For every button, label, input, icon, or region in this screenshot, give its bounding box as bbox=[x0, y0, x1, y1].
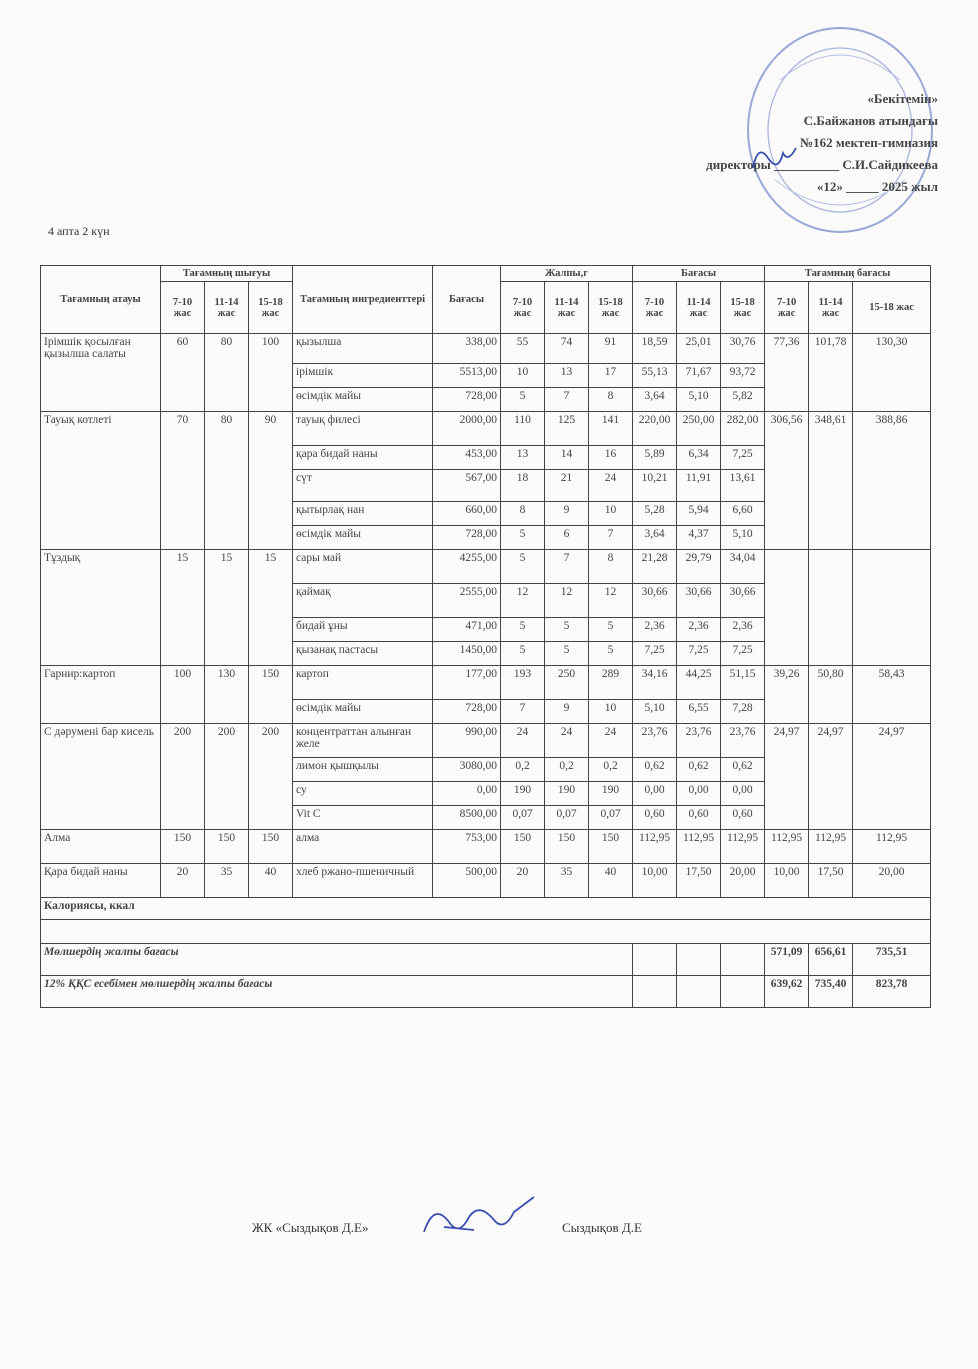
ingredient-cost: 55,13 bbox=[633, 364, 677, 388]
ingredient-cost: 3,64 bbox=[633, 526, 677, 550]
ingredient-cost: 5,10 bbox=[633, 700, 677, 724]
empty-cell bbox=[721, 976, 765, 1008]
total-price-11-14: 656,61 bbox=[809, 944, 853, 976]
header-price: Бағасы bbox=[433, 266, 501, 334]
ingredient-grams: 193 bbox=[501, 666, 545, 700]
ingredient-grams: 9 bbox=[545, 502, 589, 526]
ingredient-cost: 112,95 bbox=[677, 830, 721, 864]
header-age-15-18: 15-18 жас bbox=[249, 282, 293, 334]
ingredient-cost: 5,10 bbox=[677, 388, 721, 412]
ingredient-cost: 6,60 bbox=[721, 502, 765, 526]
dish-name: Гарнир:картоп bbox=[41, 666, 161, 724]
ingredient-cost: 5,10 bbox=[721, 526, 765, 550]
ingredient-name: өсімдік майы bbox=[293, 526, 433, 550]
ingredient-grams: 10 bbox=[589, 502, 633, 526]
ingredient-price: 0,00 bbox=[433, 782, 501, 806]
ingredient-name: картоп bbox=[293, 666, 433, 700]
header-age-7-10: 7-10 жас bbox=[765, 282, 809, 334]
supplier-signature-icon bbox=[414, 1192, 544, 1247]
ingredient-grams: 24 bbox=[545, 724, 589, 758]
ingredient-grams: 5 bbox=[589, 618, 633, 642]
ingredient-grams: 0,2 bbox=[545, 758, 589, 782]
ingredient-price: 728,00 bbox=[433, 526, 501, 550]
header-age-7-10: 7-10 жас bbox=[161, 282, 205, 334]
footer-signer-name: Сыздықов Д.Е bbox=[562, 1220, 642, 1235]
approval-date: «12» _____ 2025 жыл bbox=[816, 179, 938, 194]
empty-cell bbox=[633, 944, 677, 976]
menu-table-body bbox=[41, 334, 931, 898]
ingredient-grams: 5 bbox=[501, 526, 545, 550]
ingredient-cost: 6,55 bbox=[677, 700, 721, 724]
ingredient-grams: 5 bbox=[501, 642, 545, 666]
ingredient-price: 4255,00 bbox=[433, 550, 501, 584]
ingredient-price: 3080,00 bbox=[433, 758, 501, 782]
ingredient-grams: 150 bbox=[589, 830, 633, 864]
ingredient-cost: 21,28 bbox=[633, 550, 677, 584]
ingredient-grams: 17 bbox=[589, 364, 633, 388]
ingredient-grams: 20 bbox=[501, 864, 545, 898]
dish-output: 200 bbox=[249, 724, 293, 830]
ingredient-grams: 250 bbox=[545, 666, 589, 700]
ingredient-grams: 40 bbox=[589, 864, 633, 898]
vat-price-label: 12% ҚҚС есебімен мөлшердің жалпы бағасы bbox=[41, 976, 633, 1008]
dish-price: 24,97 bbox=[765, 724, 809, 830]
ingredient-name: қаймақ bbox=[293, 584, 433, 618]
ingredient-grams: 7 bbox=[545, 388, 589, 412]
header-output: Тағамның шығуы bbox=[161, 266, 293, 282]
ingredient-grams: 16 bbox=[589, 446, 633, 470]
dish-price: 17,50 bbox=[809, 864, 853, 898]
ingredient-cost: 0,60 bbox=[633, 806, 677, 830]
ingredient-name: сүт bbox=[293, 470, 433, 502]
dish-output: 130 bbox=[205, 666, 249, 724]
ingredient-grams: 8 bbox=[589, 550, 633, 584]
dish-output: 15 bbox=[161, 550, 205, 666]
dish-output: 20 bbox=[161, 864, 205, 898]
ingredient-price: 5513,00 bbox=[433, 364, 501, 388]
ingredient-row bbox=[41, 724, 931, 758]
ingredient-grams: 7 bbox=[545, 550, 589, 584]
ingredient-cost: 0,62 bbox=[721, 758, 765, 782]
ingredient-name: сары май bbox=[293, 550, 433, 584]
ingredient-grams: 13 bbox=[545, 364, 589, 388]
ingredient-cost: 23,76 bbox=[677, 724, 721, 758]
ingredient-row bbox=[41, 550, 931, 584]
dish-output: 150 bbox=[249, 830, 293, 864]
approval-school-name: С.Байжанов атындағы bbox=[803, 113, 938, 128]
ingredient-name: қызылша bbox=[293, 334, 433, 364]
ingredient-grams: 5 bbox=[545, 642, 589, 666]
ingredient-cost: 18,59 bbox=[633, 334, 677, 364]
ingredient-cost: 4,37 bbox=[677, 526, 721, 550]
ingredient-cost: 30,66 bbox=[677, 584, 721, 618]
ingredient-grams: 0,07 bbox=[501, 806, 545, 830]
ingredient-cost: 7,25 bbox=[633, 642, 677, 666]
ingredient-price: 990,00 bbox=[433, 724, 501, 758]
ingredient-grams: 289 bbox=[589, 666, 633, 700]
dish-price: 101,78 bbox=[809, 334, 853, 412]
ingredient-cost: 2,36 bbox=[677, 618, 721, 642]
ingredient-grams: 5 bbox=[501, 550, 545, 584]
dish-price: 39,26 bbox=[765, 666, 809, 724]
ingredient-grams: 190 bbox=[589, 782, 633, 806]
dish-price: 112,95 bbox=[853, 830, 931, 864]
ingredient-grams: 110 bbox=[501, 412, 545, 446]
ingredient-grams: 0,2 bbox=[501, 758, 545, 782]
ingredient-cost: 0,60 bbox=[721, 806, 765, 830]
header-total-grams: Жалпы,г bbox=[501, 266, 633, 282]
ingredient-name: тауық филесі bbox=[293, 412, 433, 446]
dish-price bbox=[853, 550, 931, 666]
ingredient-grams: 5 bbox=[501, 388, 545, 412]
ingredient-cost: 5,89 bbox=[633, 446, 677, 470]
footer-company: ЖК «Сыздықов Д.Е» bbox=[252, 1220, 369, 1235]
ingredient-cost: 0,62 bbox=[677, 758, 721, 782]
ingredient-cost: 7,25 bbox=[721, 642, 765, 666]
ingredient-cost: 220,00 bbox=[633, 412, 677, 446]
header-age-15-18: 15-18 жас bbox=[853, 282, 931, 334]
ingredient-grams: 5 bbox=[501, 618, 545, 642]
dish-price: 388,86 bbox=[853, 412, 931, 550]
ingredient-grams: 5 bbox=[589, 642, 633, 666]
vat-price-15-18: 823,78 bbox=[853, 976, 931, 1008]
ingredient-grams: 8 bbox=[589, 388, 633, 412]
ingredient-grams: 91 bbox=[589, 334, 633, 364]
ingredient-price: 753,00 bbox=[433, 830, 501, 864]
dish-output: 80 bbox=[205, 334, 249, 412]
ingredient-cost: 112,95 bbox=[633, 830, 677, 864]
dish-name: Қара бидай наны bbox=[41, 864, 161, 898]
dish-output: 100 bbox=[249, 334, 293, 412]
ingredient-cost: 10,00 bbox=[633, 864, 677, 898]
ingredient-cost: 30,66 bbox=[633, 584, 677, 618]
dish-output: 15 bbox=[205, 550, 249, 666]
ingredient-cost: 10,21 bbox=[633, 470, 677, 502]
ingredient-cost: 2,36 bbox=[721, 618, 765, 642]
empty-cell bbox=[633, 976, 677, 1008]
dish-price: 24,97 bbox=[809, 724, 853, 830]
week-day-label: 4 апта 2 күн bbox=[48, 224, 110, 238]
dish-price bbox=[809, 550, 853, 666]
ingredient-grams: 190 bbox=[545, 782, 589, 806]
ingredient-grams: 125 bbox=[545, 412, 589, 446]
empty-cell bbox=[677, 976, 721, 1008]
header-age-15-18: 15-18 жас bbox=[721, 282, 765, 334]
dish-output: 35 bbox=[205, 864, 249, 898]
ingredient-name: ірімшік bbox=[293, 364, 433, 388]
dish-name: Алма bbox=[41, 830, 161, 864]
header-age-11-14: 11-14 жас bbox=[809, 282, 853, 334]
header-age-11-14: 11-14 жас bbox=[545, 282, 589, 334]
ingredient-grams: 150 bbox=[501, 830, 545, 864]
ingredient-grams: 12 bbox=[501, 584, 545, 618]
dish-price: 50,80 bbox=[809, 666, 853, 724]
ingredient-grams: 12 bbox=[589, 584, 633, 618]
ingredient-cost: 7,28 bbox=[721, 700, 765, 724]
ingredient-cost: 250,00 bbox=[677, 412, 721, 446]
ingredient-cost: 5,28 bbox=[633, 502, 677, 526]
ingredient-price: 453,00 bbox=[433, 446, 501, 470]
ingredient-cost: 71,67 bbox=[677, 364, 721, 388]
ingredient-grams: 10 bbox=[589, 700, 633, 724]
dish-price: 20,00 bbox=[853, 864, 931, 898]
dish-output: 60 bbox=[161, 334, 205, 412]
ingredient-grams: 18 bbox=[501, 470, 545, 502]
dish-output: 80 bbox=[205, 412, 249, 550]
ingredient-name: лимон қышқылы bbox=[293, 758, 433, 782]
dish-price: 306,56 bbox=[765, 412, 809, 550]
ingredient-price: 728,00 bbox=[433, 700, 501, 724]
header-age-15-18: 15-18 жас bbox=[589, 282, 633, 334]
dish-output: 70 bbox=[161, 412, 205, 550]
ingredient-cost: 0,60 bbox=[677, 806, 721, 830]
menu-table bbox=[40, 265, 931, 1008]
approval-director: директоры __________ С.И.Сайдикеева bbox=[706, 157, 938, 172]
header-dish-name: Тағамның атауы bbox=[41, 266, 161, 334]
ingredient-cost: 34,04 bbox=[721, 550, 765, 584]
ingredient-name: қызанақ пастасы bbox=[293, 642, 433, 666]
ingredient-name: Vit C bbox=[293, 806, 433, 830]
ingredient-name: хлеб ржано-пшеничный bbox=[293, 864, 433, 898]
ingredient-cost: 23,76 bbox=[633, 724, 677, 758]
ingredient-cost: 5,82 bbox=[721, 388, 765, 412]
ingredient-grams: 14 bbox=[545, 446, 589, 470]
header-age-11-14: 11-14 жас bbox=[205, 282, 249, 334]
dish-price bbox=[765, 550, 809, 666]
ingredient-cost: 13,61 bbox=[721, 470, 765, 502]
ingredient-grams: 190 bbox=[501, 782, 545, 806]
ingredient-price: 660,00 bbox=[433, 502, 501, 526]
ingredient-cost: 6,34 bbox=[677, 446, 721, 470]
ingredient-grams: 0,07 bbox=[589, 806, 633, 830]
ingredient-cost: 25,01 bbox=[677, 334, 721, 364]
ingredient-cost: 93,72 bbox=[721, 364, 765, 388]
ingredient-row bbox=[41, 412, 931, 446]
dish-output: 150 bbox=[161, 830, 205, 864]
ingredient-price: 471,00 bbox=[433, 618, 501, 642]
dish-price: 77,36 bbox=[765, 334, 809, 412]
ingredient-cost: 2,36 bbox=[633, 618, 677, 642]
empty-cell bbox=[677, 944, 721, 976]
ingredient-price: 1450,00 bbox=[433, 642, 501, 666]
dish-price: 24,97 bbox=[853, 724, 931, 830]
ingredient-cost: 0,00 bbox=[633, 782, 677, 806]
ingredient-grams: 150 bbox=[545, 830, 589, 864]
ingredient-cost: 7,25 bbox=[677, 642, 721, 666]
dish-price: 112,95 bbox=[765, 830, 809, 864]
ingredient-price: 338,00 bbox=[433, 334, 501, 364]
ingredient-name: өсімдік майы bbox=[293, 388, 433, 412]
ingredient-cost: 7,25 bbox=[721, 446, 765, 470]
ingredient-cost: 44,25 bbox=[677, 666, 721, 700]
director-signature-icon bbox=[748, 138, 798, 178]
total-price-label: Мөлшердің жалпы бағасы bbox=[41, 944, 633, 976]
ingredient-grams: 13 bbox=[501, 446, 545, 470]
ingredient-cost: 20,00 bbox=[721, 864, 765, 898]
ingredient-grams: 5 bbox=[545, 618, 589, 642]
ingredient-cost: 112,95 bbox=[721, 830, 765, 864]
ingredient-name: су bbox=[293, 782, 433, 806]
ingredient-grams: 10 bbox=[501, 364, 545, 388]
ingredient-cost: 282,00 bbox=[721, 412, 765, 446]
ingredient-grams: 7 bbox=[589, 526, 633, 550]
ingredient-grams: 0,2 bbox=[589, 758, 633, 782]
ingredient-cost: 30,76 bbox=[721, 334, 765, 364]
ingredient-name: өсімдік майы bbox=[293, 700, 433, 724]
header-age-7-10: 7-10 жас bbox=[501, 282, 545, 334]
ingredient-grams: 74 bbox=[545, 334, 589, 364]
ingredient-grams: 35 bbox=[545, 864, 589, 898]
ingredient-cost: 11,91 bbox=[677, 470, 721, 502]
vat-price-11-14: 735,40 bbox=[809, 976, 853, 1008]
dish-price: 10,00 bbox=[765, 864, 809, 898]
ingredient-name: қытырлақ нан bbox=[293, 502, 433, 526]
total-price-7-10: 571,09 bbox=[765, 944, 809, 976]
ingredient-cost: 0,00 bbox=[721, 782, 765, 806]
dish-output: 100 bbox=[161, 666, 205, 724]
dish-price: 58,43 bbox=[853, 666, 931, 724]
ingredient-price: 2555,00 bbox=[433, 584, 501, 618]
header-ingredients: Тағамның ингредиенттері bbox=[293, 266, 433, 334]
ingredient-grams: 9 bbox=[545, 700, 589, 724]
ingredient-row bbox=[41, 864, 931, 898]
dish-output: 90 bbox=[249, 412, 293, 550]
ingredient-grams: 6 bbox=[545, 526, 589, 550]
ingredient-row bbox=[41, 830, 931, 864]
ingredient-grams: 8 bbox=[501, 502, 545, 526]
ingredient-cost: 3,64 bbox=[633, 388, 677, 412]
total-price-15-18: 735,51 bbox=[853, 944, 931, 976]
ingredient-grams: 21 bbox=[545, 470, 589, 502]
ingredient-price: 728,00 bbox=[433, 388, 501, 412]
ingredient-cost: 30,66 bbox=[721, 584, 765, 618]
header-age-7-10: 7-10 жас bbox=[633, 282, 677, 334]
dish-name: Ірімшік қосылған қызылша салаты bbox=[41, 334, 161, 412]
ingredient-grams: 24 bbox=[589, 724, 633, 758]
ingredient-row bbox=[41, 666, 931, 700]
ingredient-row bbox=[41, 334, 931, 364]
dish-output: 150 bbox=[205, 830, 249, 864]
approval-school-number: №162 мектеп-гимназия bbox=[800, 135, 938, 150]
ingredient-grams: 55 bbox=[501, 334, 545, 364]
dish-output: 200 bbox=[161, 724, 205, 830]
dish-price: 112,95 bbox=[809, 830, 853, 864]
ingredient-cost: 29,79 bbox=[677, 550, 721, 584]
ingredient-grams: 141 bbox=[589, 412, 633, 446]
dish-name: С дәрумені бар кисель bbox=[41, 724, 161, 830]
approval-title: «Бекітемін» bbox=[867, 91, 938, 106]
dish-price: 348,61 bbox=[809, 412, 853, 550]
ingredient-cost: 51,15 bbox=[721, 666, 765, 700]
ingredient-name: концентраттан алынған желе bbox=[293, 724, 433, 758]
dish-output: 40 bbox=[249, 864, 293, 898]
ingredient-price: 177,00 bbox=[433, 666, 501, 700]
empty-row bbox=[41, 920, 931, 944]
totals-body bbox=[41, 898, 931, 1008]
dish-output: 150 bbox=[249, 666, 293, 724]
ingredient-grams: 12 bbox=[545, 584, 589, 618]
ingredient-grams: 24 bbox=[501, 724, 545, 758]
ingredient-grams: 0,07 bbox=[545, 806, 589, 830]
ingredient-cost: 17,50 bbox=[677, 864, 721, 898]
ingredient-price: 8500,00 bbox=[433, 806, 501, 830]
ingredient-name: қара бидай наны bbox=[293, 446, 433, 470]
header-dish-price: Тағамның бағасы bbox=[765, 266, 931, 282]
ingredient-name: алма bbox=[293, 830, 433, 864]
header-cost: Бағасы bbox=[633, 266, 765, 282]
dish-price: 130,30 bbox=[853, 334, 931, 412]
ingredient-grams: 24 bbox=[589, 470, 633, 502]
dish-name: Тауық котлеті bbox=[41, 412, 161, 550]
ingredient-price: 567,00 bbox=[433, 470, 501, 502]
ingredient-cost: 0,00 bbox=[677, 782, 721, 806]
ingredient-cost: 5,94 bbox=[677, 502, 721, 526]
calories-label: Калориясы, ккал bbox=[41, 898, 931, 920]
ingredient-cost: 0,62 bbox=[633, 758, 677, 782]
ingredient-price: 500,00 bbox=[433, 864, 501, 898]
ingredient-grams: 7 bbox=[501, 700, 545, 724]
header-age-11-14: 11-14 жас bbox=[677, 282, 721, 334]
dish-name: Тұздық bbox=[41, 550, 161, 666]
empty-cell bbox=[721, 944, 765, 976]
dish-output: 15 bbox=[249, 550, 293, 666]
ingredient-cost: 23,76 bbox=[721, 724, 765, 758]
ingredient-name: бидай ұны bbox=[293, 618, 433, 642]
ingredient-price: 2000,00 bbox=[433, 412, 501, 446]
vat-price-7-10: 639,62 bbox=[765, 976, 809, 1008]
ingredient-cost: 34,16 bbox=[633, 666, 677, 700]
dish-output: 200 bbox=[205, 724, 249, 830]
